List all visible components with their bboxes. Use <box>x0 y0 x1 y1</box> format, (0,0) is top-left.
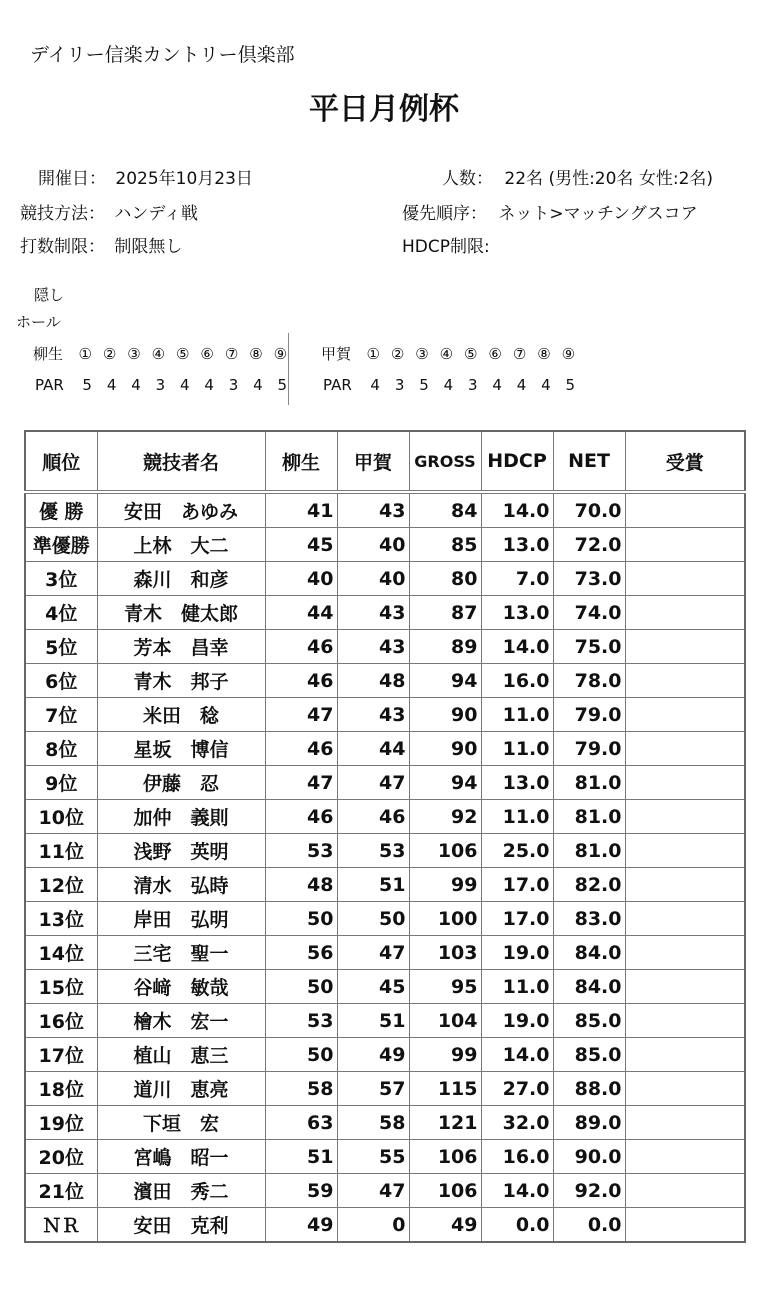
rank-cell: 7位 <box>25 698 97 732</box>
hidden-holes-label-1: 隠し <box>34 286 65 304</box>
player-name-cell: 米田 稔 <box>97 698 265 732</box>
table-row <box>25 492 745 528</box>
course1-score-cell: 48 <box>265 868 337 902</box>
award-cell <box>625 1106 745 1140</box>
gross-cell: 90 <box>409 698 481 732</box>
course2-score-cell: 51 <box>337 1004 409 1038</box>
table-row <box>25 630 745 664</box>
course1-score-cell: 63 <box>265 1106 337 1140</box>
course2-hole-4: ④ <box>439 345 454 363</box>
hdcp-cell: 13.0 <box>481 766 553 800</box>
rank-cell: 12位 <box>25 868 97 902</box>
count-label: 人数： <box>442 169 493 189</box>
limit-info <box>20 232 182 257</box>
hdcp-cell: 11.0 <box>481 732 553 766</box>
course2-score-cell: 40 <box>337 528 409 562</box>
gross-cell: 99 <box>409 1038 481 1072</box>
results-body <box>25 492 745 1242</box>
player-name-cell: 岸田 弘明 <box>97 902 265 936</box>
course1-par-5: 4 <box>179 376 190 394</box>
course1-score-cell: 53 <box>265 834 337 868</box>
award-cell <box>625 528 745 562</box>
table-row <box>25 1004 745 1038</box>
rank-cell: 21位 <box>25 1174 97 1208</box>
award-cell <box>625 1174 745 1208</box>
course2-score-cell: 43 <box>337 630 409 664</box>
player-name-cell: 谷﨑 敏哉 <box>97 970 265 1004</box>
player-name-cell: 下垣 宏 <box>97 1106 265 1140</box>
course2-score-cell: 47 <box>337 1174 409 1208</box>
course2-hole-7: ⑦ <box>512 345 527 363</box>
rank-cell: 13位 <box>25 902 97 936</box>
course1-par-4: 3 <box>155 376 166 394</box>
player-name-cell: 青木 健太郎 <box>97 596 265 630</box>
player-name-cell: 宮嶋 昭一 <box>97 1140 265 1174</box>
course1-score-cell: 46 <box>265 732 337 766</box>
method-label: 競技方法： <box>20 204 105 224</box>
date-label: 開催日： <box>38 169 106 189</box>
rank-cell: 9位 <box>25 766 97 800</box>
course2-par-6: 4 <box>492 376 502 394</box>
course2-score-cell: 43 <box>337 596 409 630</box>
award-cell <box>625 1072 745 1106</box>
player-name-cell: 浅野 英明 <box>97 834 265 868</box>
course2-par-row <box>323 376 583 394</box>
gross-cell: 106 <box>409 1140 481 1174</box>
limit-value: 制限無し <box>114 237 183 257</box>
course2-name: 甲賀 <box>321 345 352 363</box>
table-row <box>25 800 745 834</box>
table-row <box>25 970 745 1004</box>
course2-par-7: 4 <box>516 376 527 394</box>
net-cell: 79.0 <box>553 732 625 766</box>
table-row <box>25 1208 745 1243</box>
hdcp-cell: 14.0 <box>481 492 553 528</box>
player-name-cell: 森川 和彦 <box>97 562 265 596</box>
course1-hole-7: ⑦ <box>224 345 239 363</box>
course1-par-9: 5 <box>277 376 288 394</box>
rank-cell: 優 勝 <box>25 492 97 528</box>
rank-cell: ＮＲ <box>25 1208 97 1243</box>
course1-score-cell: 50 <box>265 902 337 936</box>
hdcp-cell: 7.0 <box>481 562 553 596</box>
player-name-cell: 伊藤 忍 <box>97 766 265 800</box>
course1-hole-2: ② <box>102 345 117 363</box>
player-name-cell: 安田 あゆみ <box>97 492 265 528</box>
hdcp-cell: 14.0 <box>481 1174 553 1208</box>
course1-hole-3: ③ <box>127 345 141 363</box>
net-cell: 81.0 <box>553 800 625 834</box>
gross-cell: 92 <box>409 800 481 834</box>
course1-name: 柳生 <box>33 345 64 363</box>
course2-score-cell: 47 <box>337 766 409 800</box>
hdcp-cell: 17.0 <box>481 868 553 902</box>
award-cell <box>625 492 745 528</box>
course2-par-3: 5 <box>419 376 429 394</box>
page-title: 平日月例杯 <box>309 92 459 127</box>
award-cell <box>625 800 745 834</box>
net-cell: 79.0 <box>553 698 625 732</box>
hidden-holes-label-2: ホール <box>16 313 61 331</box>
hdcp-cell: 16.0 <box>481 1140 553 1174</box>
net-cell: 92.0 <box>553 1174 625 1208</box>
rank-cell: 17位 <box>25 1038 97 1072</box>
course1-score-cell: 47 <box>265 766 337 800</box>
hdcp-cell: 14.0 <box>481 1038 553 1072</box>
table-row <box>25 732 745 766</box>
method-info <box>20 199 198 224</box>
rank-cell: 4位 <box>25 596 97 630</box>
course2-score-cell: 43 <box>337 492 409 528</box>
course2-score-cell: 55 <box>337 1140 409 1174</box>
course2-par-1: 4 <box>370 376 380 394</box>
net-cell: 0.0 <box>553 1208 625 1243</box>
course2-score-cell: 53 <box>337 834 409 868</box>
table-row <box>25 766 745 800</box>
award-cell <box>625 834 745 868</box>
limit-label: 打数制限： <box>20 237 105 257</box>
award-cell <box>625 936 745 970</box>
rank-cell: 18位 <box>25 1072 97 1106</box>
hdcp-cell: 16.0 <box>481 664 553 698</box>
net-cell: 90.0 <box>553 1140 625 1174</box>
course1-score-cell: 46 <box>265 800 337 834</box>
award-cell <box>625 1038 745 1072</box>
table-header-row <box>25 431 745 492</box>
rank-cell: 5位 <box>25 630 97 664</box>
course2-par-8: 4 <box>541 376 551 394</box>
gross-cell: 49 <box>409 1208 481 1243</box>
course1-par-7: 3 <box>228 376 239 394</box>
course2-score-cell: 47 <box>337 936 409 970</box>
header-player-name: 競技者名 <box>97 431 265 492</box>
rank-cell: 10位 <box>25 800 97 834</box>
gross-cell: 115 <box>409 1072 481 1106</box>
date-value: 2025年10月23日 <box>115 169 253 189</box>
rank-cell: 16位 <box>25 1004 97 1038</box>
award-cell <box>625 902 745 936</box>
hdcp-cell: 11.0 <box>481 970 553 1004</box>
course2-score-cell: 40 <box>337 562 409 596</box>
table-row <box>25 528 745 562</box>
net-cell: 84.0 <box>553 970 625 1004</box>
net-cell: 89.0 <box>553 1106 625 1140</box>
table-row <box>25 596 745 630</box>
gross-cell: 94 <box>409 664 481 698</box>
gross-cell: 100 <box>409 902 481 936</box>
gross-cell: 87 <box>409 596 481 630</box>
course2-hole-1: ① <box>366 345 380 363</box>
table-row <box>25 902 745 936</box>
course2-par-9: 5 <box>565 376 576 394</box>
course2-par-2: 3 <box>394 376 405 394</box>
course1-score-cell: 45 <box>265 528 337 562</box>
net-cell: 83.0 <box>553 902 625 936</box>
gross-cell: 94 <box>409 766 481 800</box>
course1-score-cell: 58 <box>265 1072 337 1106</box>
course1-score-cell: 46 <box>265 630 337 664</box>
table-row <box>25 1174 745 1208</box>
award-cell <box>625 630 745 664</box>
course2-hole-3: ③ <box>415 345 429 363</box>
award-cell <box>625 766 745 800</box>
header-net: NET <box>553 431 625 492</box>
priority-label: 優先順序： <box>402 204 487 224</box>
rank-cell: 8位 <box>25 732 97 766</box>
gross-cell: 106 <box>409 834 481 868</box>
course2-score-cell: 0 <box>337 1208 409 1243</box>
award-cell <box>625 868 745 902</box>
course2-score-cell: 58 <box>337 1106 409 1140</box>
header-award: 受賞 <box>625 431 745 492</box>
player-name-cell: 上林 大二 <box>97 528 265 562</box>
award-cell <box>625 1140 745 1174</box>
award-cell <box>625 664 745 698</box>
player-name-cell: 青木 邦子 <box>97 664 265 698</box>
priority-value: ネット>マッチングスコア <box>498 204 698 224</box>
course1-par-2: 4 <box>106 376 117 394</box>
course1-hole-1: ① <box>78 345 92 363</box>
rank-cell: 11位 <box>25 834 97 868</box>
gross-cell: 104 <box>409 1004 481 1038</box>
course1-score-cell: 50 <box>265 970 337 1004</box>
hdcp-limit-info <box>402 232 490 257</box>
hdcp-cell: 11.0 <box>481 698 553 732</box>
course2-score-cell: 46 <box>337 800 409 834</box>
gross-cell: 89 <box>409 630 481 664</box>
course1-par-3: 4 <box>131 376 141 394</box>
course2-par-label: PAR <box>323 376 352 394</box>
table-row <box>25 1038 745 1072</box>
hdcp-cell: 27.0 <box>481 1072 553 1106</box>
award-cell <box>625 698 745 732</box>
course1-hole-6: ⑥ <box>200 345 214 363</box>
course1-score-cell: 56 <box>265 936 337 970</box>
hdcp-cell: 13.0 <box>481 528 553 562</box>
course1-score-cell: 53 <box>265 1004 337 1038</box>
net-cell: 70.0 <box>553 492 625 528</box>
award-cell <box>625 970 745 1004</box>
rank-cell: 6位 <box>25 664 97 698</box>
net-cell: 84.0 <box>553 936 625 970</box>
method-value: ハンディ戦 <box>114 204 199 224</box>
count-value: 22名 (男性:20名 女性:2名) <box>504 169 714 189</box>
table-row <box>25 1140 745 1174</box>
count-info <box>442 164 713 189</box>
net-cell: 73.0 <box>553 562 625 596</box>
course1-score-cell: 51 <box>265 1140 337 1174</box>
player-name-cell: 植山 恵三 <box>97 1038 265 1072</box>
gross-cell: 85 <box>409 528 481 562</box>
net-cell: 88.0 <box>553 1072 625 1106</box>
player-name-cell: 清水 弘時 <box>97 868 265 902</box>
course1-hole-5: ⑤ <box>176 345 190 363</box>
course1-score-cell: 59 <box>265 1174 337 1208</box>
net-cell: 75.0 <box>553 630 625 664</box>
player-name-cell: 安田 克利 <box>97 1208 265 1243</box>
hdcp-cell: 11.0 <box>481 800 553 834</box>
table-row <box>25 834 745 868</box>
table-row <box>25 936 745 970</box>
course1-score-cell: 49 <box>265 1208 337 1243</box>
player-name-cell: 檜木 宏一 <box>97 1004 265 1038</box>
gross-cell: 106 <box>409 1174 481 1208</box>
hdcp-cell: 19.0 <box>481 1004 553 1038</box>
course1-holes-row <box>33 343 293 364</box>
course1-score-cell: 40 <box>265 562 337 596</box>
header-rank: 順位 <box>25 431 97 492</box>
course2-hole-8: ⑧ <box>537 345 551 363</box>
rank-cell: 19位 <box>25 1106 97 1140</box>
hdcp-cell: 13.0 <box>481 596 553 630</box>
rank-cell: 14位 <box>25 936 97 970</box>
table-row <box>25 698 745 732</box>
course1-par-label: PAR <box>35 376 64 394</box>
gross-cell: 90 <box>409 732 481 766</box>
results-table <box>24 430 746 1243</box>
priority-info <box>402 199 698 224</box>
course2-score-cell: 51 <box>337 868 409 902</box>
hdcp-cell: 32.0 <box>481 1106 553 1140</box>
player-name-cell: 加仲 義則 <box>97 800 265 834</box>
course2-score-cell: 44 <box>337 732 409 766</box>
course2-hole-5: ⑤ <box>464 345 478 363</box>
hdcp-cell: 19.0 <box>481 936 553 970</box>
course2-score-cell: 45 <box>337 970 409 1004</box>
net-cell: 82.0 <box>553 868 625 902</box>
award-cell <box>625 1208 745 1243</box>
rank-cell: 15位 <box>25 970 97 1004</box>
table-row <box>25 868 745 902</box>
net-cell: 78.0 <box>553 664 625 698</box>
header-course2: 甲賀 <box>337 431 409 492</box>
rank-cell: 20位 <box>25 1140 97 1174</box>
hdcp-cell: 14.0 <box>481 630 553 664</box>
course1-score-cell: 50 <box>265 1038 337 1072</box>
header-course1: 柳生 <box>265 431 337 492</box>
course1-score-cell: 47 <box>265 698 337 732</box>
player-name-cell: 星坂 博信 <box>97 732 265 766</box>
course-divider <box>288 333 289 405</box>
player-name-cell: 三宅 聖一 <box>97 936 265 970</box>
course1-hole-8: ⑧ <box>249 345 263 363</box>
table-row <box>25 1106 745 1140</box>
course1-par-6: 4 <box>204 376 214 394</box>
course1-par-8: 4 <box>253 376 263 394</box>
course1-score-cell: 41 <box>265 492 337 528</box>
player-name-cell: 芳本 昌幸 <box>97 630 265 664</box>
course2-score-cell: 43 <box>337 698 409 732</box>
course2-score-cell: 49 <box>337 1038 409 1072</box>
club-name: デイリー信楽カントリー倶楽部 <box>30 44 295 66</box>
course2-par-4: 4 <box>443 376 454 394</box>
header-hdcp: HDCP <box>481 431 553 492</box>
net-cell: 81.0 <box>553 766 625 800</box>
course1-hole-9: ⑨ <box>273 345 288 363</box>
net-cell: 85.0 <box>553 1038 625 1072</box>
header-gross: GROSS <box>409 431 481 492</box>
course1-par-1: 5 <box>82 376 92 394</box>
net-cell: 81.0 <box>553 834 625 868</box>
course2-score-cell: 50 <box>337 902 409 936</box>
course2-par-5: 3 <box>467 376 478 394</box>
table-row <box>25 664 745 698</box>
net-cell: 85.0 <box>553 1004 625 1038</box>
course2-holes-row <box>321 343 581 364</box>
course2-hole-9: ⑨ <box>561 345 576 363</box>
course1-score-cell: 46 <box>265 664 337 698</box>
course2-hole-2: ② <box>390 345 405 363</box>
award-cell <box>625 732 745 766</box>
gross-cell: 95 <box>409 970 481 1004</box>
player-name-cell: 道川 恵亮 <box>97 1072 265 1106</box>
gross-cell: 103 <box>409 936 481 970</box>
course2-score-cell: 48 <box>337 664 409 698</box>
hdcp-cell: 17.0 <box>481 902 553 936</box>
course1-par-row <box>35 376 295 394</box>
hdcp-cell: 25.0 <box>481 834 553 868</box>
net-cell: 74.0 <box>553 596 625 630</box>
course1-score-cell: 44 <box>265 596 337 630</box>
course2-score-cell: 57 <box>337 1072 409 1106</box>
hdcp-cell: 0.0 <box>481 1208 553 1243</box>
table-row <box>25 1072 745 1106</box>
award-cell <box>625 562 745 596</box>
hdcp-limit-label: HDCP制限: <box>402 237 490 257</box>
course1-hole-4: ④ <box>151 345 166 363</box>
rank-cell: 3位 <box>25 562 97 596</box>
gross-cell: 121 <box>409 1106 481 1140</box>
player-name-cell: 濱田 秀二 <box>97 1174 265 1208</box>
award-cell <box>625 1004 745 1038</box>
table-row <box>25 562 745 596</box>
gross-cell: 84 <box>409 492 481 528</box>
gross-cell: 80 <box>409 562 481 596</box>
course2-hole-6: ⑥ <box>488 345 502 363</box>
gross-cell: 99 <box>409 868 481 902</box>
award-cell <box>625 596 745 630</box>
date-info <box>38 164 253 189</box>
net-cell: 72.0 <box>553 528 625 562</box>
rank-cell: 準優勝 <box>25 528 97 562</box>
